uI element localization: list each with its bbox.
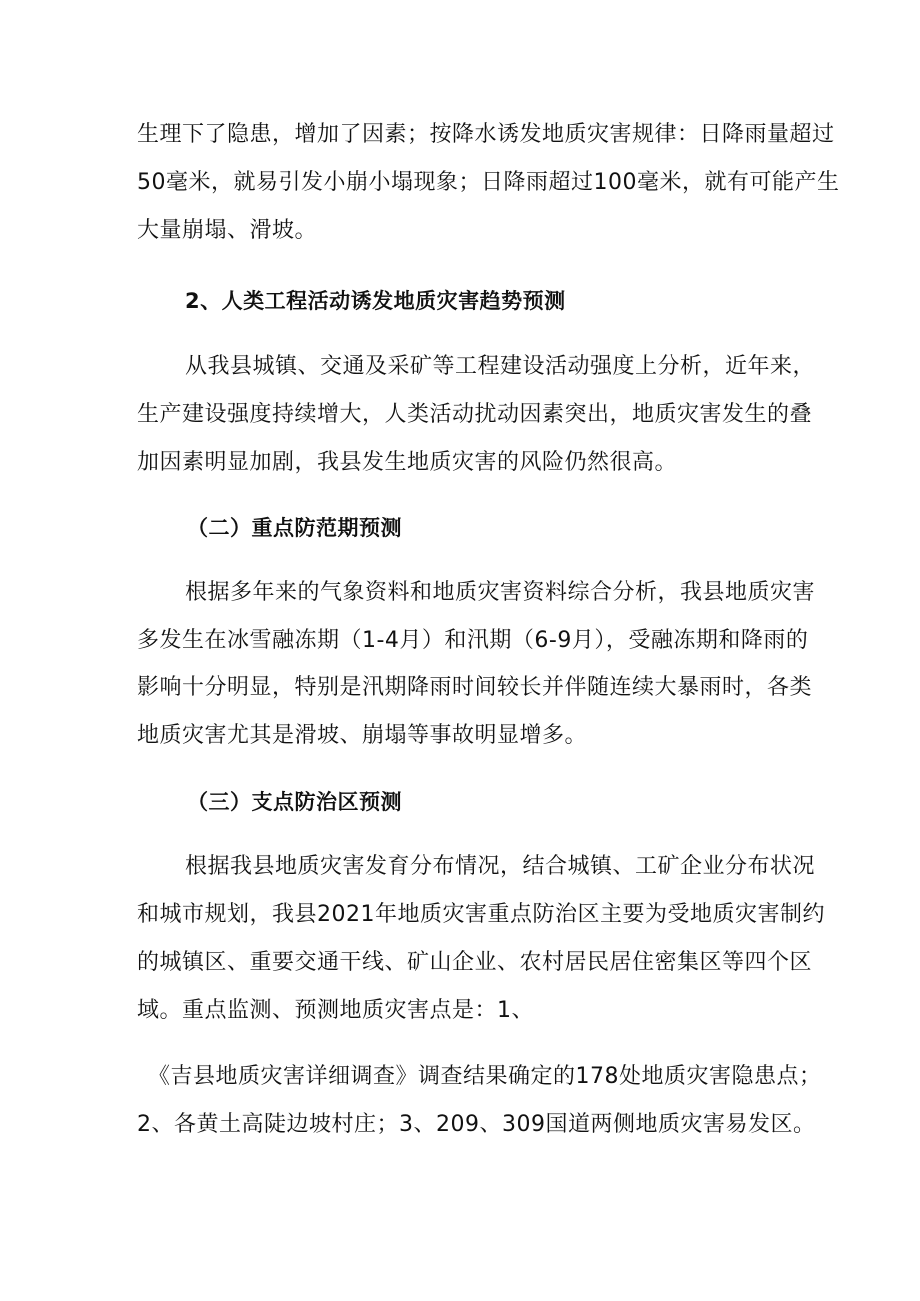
section-heading-2: 2、人类工程活动诱发地质灾害趋势预测 — [185, 289, 566, 313]
paragraph-line-12: 和城市规划，我县2021年地质灾害重点防治区主要为受地质灾害制约 — [137, 902, 825, 927]
paragraph-line-14: 域。重点监测、预测地质灾害点是：1、 — [137, 998, 534, 1023]
paragraph-line-7: 根据多年来的气象资料和地质灾害资料综合分析，我县地质灾害 — [185, 580, 816, 605]
paragraph-line-4: 从我县城镇、交通及采矿等工程建设活动强度上分析，近年来， — [185, 354, 816, 379]
paragraph-line-9: 影响十分明显，特别是汛期降雨时间较长并伴随连续大暴雨时，各类 — [137, 675, 813, 700]
paragraph-line-15: 《吉县地质灾害详细调查》调查结果确定的178处地质灾害隐患点； — [148, 1064, 822, 1089]
paragraph-line-5: 生产建设强度持续增大，人类活动扰动因素突出，地质灾害发生的叠 — [137, 402, 813, 427]
paragraph-line-8: 多发生在冰雪融冻期（1-4月）和汛期（6-9月），受融冻期和降雨的 — [137, 628, 809, 653]
paragraph-line-2: 50毫米，就易引发小崩小塌现象；日降雨超过100毫米，就有可能产生 — [137, 170, 840, 195]
paragraph-line-13: 的城镇区、重要交通干线、矿山企业、农村居民居住密集区等四个区 — [137, 950, 813, 975]
paragraph-line-3: 大量崩塌、滑坡。 — [137, 218, 318, 243]
paragraph-line-16: 2、各黄土高陡边坡村庄；3、209、309国道两侧地质灾害易发区。 — [137, 1112, 816, 1137]
paragraph-line-6: 加因素明显加剧，我县发生地质灾害的风险仍然很高。 — [137, 450, 678, 475]
paragraph-line-11: 根据我县地质灾害发育分布情况，结合城镇、工矿企业分布状况 — [185, 854, 816, 879]
section-heading-c: （三）支点防治区预测 — [187, 790, 402, 814]
paragraph-line-10: 地质灾害尤其是滑坡、崩塌等事故明显增多。 — [137, 723, 588, 748]
section-heading-b: （二）重点防范期预测 — [187, 516, 402, 540]
paragraph-line-1: 生理下了隐患，增加了因素；按降水诱发地质灾害规律：日降雨量超过 — [137, 122, 835, 147]
